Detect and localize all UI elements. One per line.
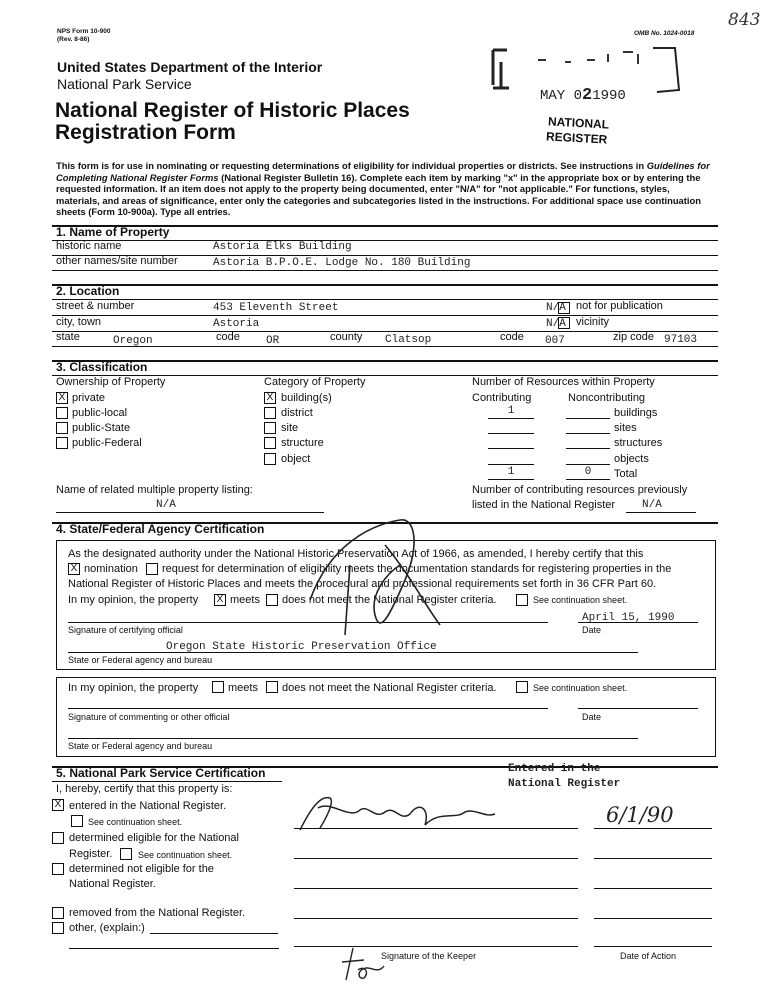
eligible-continuation-checkbox[interactable] (120, 848, 132, 860)
removed-label: removed from the National Register. (69, 907, 246, 919)
category-object-label: object (281, 453, 311, 465)
cert-line3: National Register of Historic Places and meets the procedural and professional requirements set forth in 36 CFR Part 60. (68, 578, 657, 590)
cert-agency-value: Oregon State Historic Preservation Office (166, 641, 437, 653)
section-4-title: 4. State/Federal Agency Certification (56, 522, 265, 536)
stamp-register: REGISTER (545, 129, 608, 147)
section-3-title: 3. Classification (56, 360, 148, 374)
ownership-public-local-label: public-local (72, 407, 128, 419)
city-na: N/A (546, 318, 566, 330)
not-for-publication-checkbox[interactable] (558, 302, 570, 314)
stamp-year: 1990 (592, 88, 626, 104)
contributing-sites (488, 420, 534, 434)
meets-label-2: meets (228, 682, 258, 694)
keeper-signature-label: Signature of the Keeper (381, 951, 477, 961)
previously-listed-line1: Number of contributing resources previously (472, 484, 688, 496)
form-number: NPS Form 10-900 (57, 28, 111, 35)
buildings-label: buildings (614, 407, 658, 419)
other-names-label: other names/site number (56, 255, 178, 267)
county-label: county (330, 331, 363, 343)
other-checkbox[interactable] (52, 922, 64, 934)
noncontributing-heading: Noncontributing (568, 392, 646, 404)
not-for-publication-label: not for publication (576, 300, 663, 312)
category-district-checkbox[interactable] (264, 407, 276, 419)
not-eligible-label-line2: National Register. (69, 878, 156, 890)
cert-agency-label: State or Federal agency and bureau (68, 655, 213, 665)
does-not-meet-label: does not meet the National Register criteria. (282, 594, 497, 606)
state-code-label: code (216, 331, 240, 343)
state-label: state (56, 331, 80, 343)
contributing-heading: Contributing (472, 392, 532, 404)
ownership-heading: Ownership of Property (56, 376, 166, 388)
instructions-guidelines: Guidelines for Completing National Register Forms (56, 160, 710, 183)
historic-name-label: historic name (56, 240, 122, 252)
request-checkbox[interactable] (146, 563, 158, 575)
comment-date-label: Date (582, 712, 602, 722)
stamp-national: NATIONAL (547, 114, 610, 132)
form-revision: (Rev. 8-86) (57, 36, 90, 43)
noncontributing-total: 0 (566, 466, 610, 480)
stamp-month: MAY 0 (540, 88, 583, 104)
entered-label: entered in the National Register. (69, 800, 227, 812)
contributing-structures (488, 435, 534, 449)
department-name: United States Department of the Interior (57, 59, 323, 75)
entered-continuation-label: See continuation sheet. (88, 817, 183, 827)
continuation-label-2: See continuation sheet. (533, 683, 628, 693)
previously-listed-field[interactable] (626, 499, 696, 513)
keeper-date-label: Date of Action (620, 951, 677, 961)
category-building-checkbox[interactable]: X (264, 392, 276, 404)
nps-certify-label: I, hereby, certify that this property is: (56, 783, 233, 795)
entered-stamp-line1: Entered in the (508, 763, 601, 775)
contributing-buildings: 1 (488, 405, 534, 419)
ownership-public-federal-label: public-Federal (72, 437, 142, 449)
sites-label: sites (614, 422, 637, 434)
noncontributing-objects (566, 451, 610, 465)
not-eligible-checkbox[interactable] (52, 863, 64, 875)
historic-name-value: Astoria Elks Building (213, 241, 352, 253)
contributing-objects (488, 451, 534, 465)
keeper-date-written: 6/1/90 (606, 803, 674, 827)
total-label: Total (614, 468, 638, 480)
not-eligible-label-line1: determined not eligible for the (69, 863, 214, 875)
other-names-value: Astoria B.P.O.E. Lodge No. 180 Building (213, 257, 471, 269)
city-value: Astoria (213, 318, 260, 330)
noncontributing-buildings (566, 405, 610, 419)
comment-signature-label: Signature of commenting or other official (68, 712, 230, 722)
zip-value: 97103 (664, 334, 698, 346)
previously-listed-line2: listed in the National Register (472, 499, 616, 511)
meets-label: meets (230, 594, 260, 606)
ownership-private-label: private (72, 392, 106, 404)
comment-agency-label: State or Federal agency and bureau (68, 741, 213, 751)
keeper-signature (290, 790, 510, 840)
cert-signature-label: Signature of certifying official (68, 625, 183, 635)
category-object-checkbox[interactable] (264, 453, 276, 465)
eligible-checkbox[interactable] (52, 832, 64, 844)
category-structure-checkbox[interactable] (264, 437, 276, 449)
category-district-label: district (281, 407, 313, 419)
stamp-date (540, 86, 626, 105)
nomination-label: nomination (84, 563, 138, 575)
structures-label: structures (614, 437, 663, 449)
does-not-meet-checkbox-2[interactable] (266, 681, 278, 693)
continuation-checkbox-2[interactable] (516, 681, 528, 693)
instructions-part1: This form is for use in nominating or requesting determinations of eligibility for individual properties or districts. See instructions in (56, 160, 647, 171)
other-label: other, (explain:) (69, 922, 145, 934)
state-value: Oregon (113, 335, 153, 347)
city-label: city, town (56, 316, 102, 328)
zip-label: zip code (613, 331, 654, 343)
instructions-part2: (National Register Bulletin 16). Complete each item by marking "x" in the appropriate box or by entering the requested information. If an item does not apply to the property being documented, enter "N/A" for "not applicable." For functions, styles, materials, and areas of significance, enter only the categories and subcategories listed in the instructions. For additional space use continuation sheets (Form 10-900a). Type all entries. (56, 171, 701, 218)
entered-continuation-checkbox[interactable] (71, 815, 83, 827)
contributing-total: 1 (488, 466, 534, 480)
entered-checkbox[interactable]: X (52, 799, 64, 811)
category-site-label: site (281, 422, 299, 434)
noncontributing-sites (566, 420, 610, 434)
category-building-label: building(s) (281, 392, 332, 404)
street-label: street & number (56, 300, 135, 312)
ownership-public-federal-checkbox[interactable] (56, 437, 68, 449)
category-heading: Category of Property (264, 376, 366, 388)
county-code-value: 007 (545, 335, 565, 347)
section-5-title: 5. National Park Service Certification (56, 766, 266, 780)
vicinity-checkbox[interactable] (558, 317, 570, 329)
related-listing-value: N/A (156, 499, 176, 511)
eligible-label-line2: Register. (69, 848, 113, 860)
objects-label: objects (614, 453, 649, 465)
ownership-public-state-checkbox[interactable] (56, 422, 68, 434)
county-code-label: code (500, 331, 524, 343)
stamp-day: 2 (582, 86, 593, 105)
street-na: N/A (546, 302, 566, 314)
eligible-label-line1: determined eligible for the National (69, 832, 239, 844)
cert-date-value: April 15, 1990 (582, 612, 675, 624)
service-name: National Park Service (57, 76, 192, 92)
meets-checkbox-2[interactable] (212, 681, 224, 693)
continuation-checkbox-1[interactable] (516, 594, 528, 606)
entered-stamp-line2: National Register (508, 778, 621, 790)
cert-line2: request for determination of eligibility meets the documentation standards for registering properties in the (162, 563, 672, 575)
for-signature-mark (338, 940, 388, 985)
resources-heading: Number of Resources within Property (472, 376, 655, 388)
continuation-label-1: See continuation sheet. (533, 595, 628, 605)
ownership-private-checkbox[interactable]: X (56, 392, 68, 404)
vicinity-label: vicinity (576, 316, 610, 328)
category-site-checkbox[interactable] (264, 422, 276, 434)
cert-date-label: Date (582, 625, 602, 635)
ownership-public-local-checkbox[interactable] (56, 407, 68, 419)
section-1-title: 1. Name of Property (56, 225, 170, 239)
state-code-value: OR (266, 335, 280, 347)
removed-checkbox[interactable] (52, 907, 64, 919)
section-2-title: 2. Location (56, 284, 120, 298)
cert-opinion-label: In my opinion, the property (68, 594, 199, 606)
related-listing-field[interactable] (56, 499, 324, 513)
related-listing-label: Name of related multiple property listing: (56, 484, 253, 496)
ownership-public-state-label: public-State (72, 422, 131, 434)
meets-checkbox[interactable]: X (214, 594, 226, 606)
form-title: National Register of Historic Places (55, 99, 410, 122)
certifying-signature (290, 505, 460, 650)
cert-line1: As the designated authority under the National Historic Preservation Act of 1966, as amended, I hereby certify that this (68, 548, 644, 560)
category-structure-label: structure (281, 437, 324, 449)
street-value: 453 Eleventh Street (213, 302, 339, 314)
nomination-checkbox[interactable]: X (68, 563, 80, 575)
does-not-meet-label-2: does not meet the National Register criteria. (282, 682, 497, 694)
instructions (56, 160, 716, 218)
county-value: Clatsop (385, 334, 432, 346)
does-not-meet-checkbox[interactable] (266, 594, 278, 606)
form-subtitle: Registration Form (55, 121, 236, 144)
omb-number: OMB No. 1024-0018 (634, 30, 695, 37)
previously-listed-value: N/A (642, 499, 662, 511)
comment-opinion-label: In my opinion, the property (68, 682, 199, 694)
eligible-continuation-label: See continuation sheet. (138, 850, 233, 860)
corner-note: 843 (728, 10, 761, 30)
noncontributing-structures (566, 435, 610, 449)
